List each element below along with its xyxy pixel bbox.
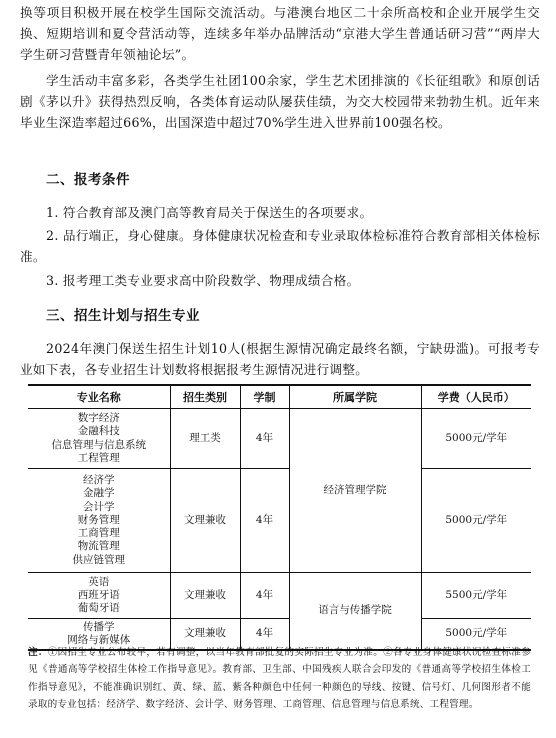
section-heading-enrollment-plan: 三、招生计划与招生专业 [46, 308, 200, 324]
tuition-cell: 5000元/学年 [421, 619, 531, 650]
majors-cell [28, 469, 170, 573]
school-cell: 语言与传播学院 [289, 573, 421, 650]
requirement-item-2: 2. 品行端正，身心健康。身体健康状况检查和专业录取体检标准符合教育部相关体检标准。 [20, 228, 540, 264]
duration-cell: 4年 [240, 573, 289, 619]
major-name: 物流管理 [77, 540, 120, 553]
tuition-cell: 5000元/学年 [421, 469, 531, 573]
table-row [28, 409, 531, 469]
requirement-item-3: 3. 报考理工类专业要求高中阶段数学、物理成绩合格。 [46, 273, 360, 288]
requirement-item-1: 1. 符合教育部及澳门高等教育局关于保送生的各项要求。 [46, 205, 373, 220]
major-name: 会计学 [83, 500, 115, 513]
majors-table [28, 384, 531, 651]
majors-cell [28, 573, 170, 619]
major-name: 数字经济 [77, 412, 120, 425]
tuition-cell: 5500元/学年 [421, 573, 531, 619]
school-cell: 经济管理学院 [289, 409, 421, 573]
category-cell: 文理兼收 [170, 619, 240, 650]
section-heading-requirements: 二、报考条件 [46, 172, 130, 188]
major-name: 传播学 [83, 620, 115, 633]
enrollment-plan-description: 2024年澳门保送生招生计划10人(根据生源情况确定最终名额，宁缺毋滥)。可报考专业如下表，各专业招生计划数将根据报考生源情况进行调整。 [20, 341, 540, 377]
table-row [28, 573, 531, 619]
tuition-cell: 5000元/学年 [421, 409, 531, 469]
duration-cell: 4年 [240, 409, 289, 469]
header-major: 专业名称 [28, 385, 170, 409]
major-name: 工程管理 [77, 451, 120, 464]
major-name: 金融学 [83, 487, 115, 500]
header-tuition: 学费（人民币） [421, 385, 531, 409]
major-name: 财务管理 [77, 513, 120, 526]
major-name: 金融科技 [77, 425, 120, 438]
table-footnote [28, 644, 531, 714]
category-cell: 理工类 [170, 409, 240, 469]
footnote-text: ①因招生专业公布较早，若有调整，以当年教育部批复的实际招生专业为准。②各专业身体健康状况检查标准参见《普通高等学校招生体检工作指导意见》。教育部、卫生部、中国残疾人联合会印发的《普通高等学校招生体检工作指导意见》，不能准确识别红、黄、绿、蓝、紫各种颜色中任何一种颜色的导线、按键、信号灯、几何图形者不能录取的专业包括：经济学、数字经济、会计学、财务管理、工商管理、信息管理与信息系统、工程管理。 [28, 647, 531, 711]
intro-paragraph-activities: 学生活动丰富多彩，各类学生社团100余家，学生艺术团排演的《长征组歌》和原创话剧《茅以升》获得热烈反响，各类体育运动队屡获佳绩，为交大校园带来勃勃生机。近年来毕业生深造率超过66%，出国深造中超过70%学生进入世界前100强名校。 [20, 73, 540, 130]
header-duration: 学制 [240, 385, 289, 409]
header-school: 所属学院 [289, 385, 421, 409]
major-name: 工商管理 [77, 527, 120, 540]
major-name: 网络与新媒体 [67, 633, 131, 646]
major-name: 供应链管理 [72, 553, 125, 566]
header-category: 招生类别 [170, 385, 240, 409]
majors-cell [28, 409, 170, 469]
table-row [28, 469, 531, 573]
category-cell: 文理兼收 [170, 469, 240, 573]
intro-paragraph-exchange: 换等项目积极开展在校学生国际交流活动。与港澳台地区二十余所高校和企业开展学生交换、短期培训和夏令营活动等，连续多年举办品牌活动“京港大学生普通话研习营”“两岸大学生研习营暨青年领袖论坛”。 [20, 5, 540, 62]
major-name: 信息管理与信息系统 [51, 438, 146, 451]
footnote-label: 注： [28, 647, 48, 658]
major-name: 经济学 [83, 474, 115, 487]
duration-cell: 4年 [240, 469, 289, 573]
duration-cell: 4年 [240, 619, 289, 650]
major-name: 葡萄牙语 [77, 602, 120, 615]
major-name: 西班牙语 [77, 588, 120, 601]
table-header-row [28, 385, 531, 409]
category-cell: 文理兼收 [170, 573, 240, 619]
major-name: 英语 [88, 575, 110, 588]
